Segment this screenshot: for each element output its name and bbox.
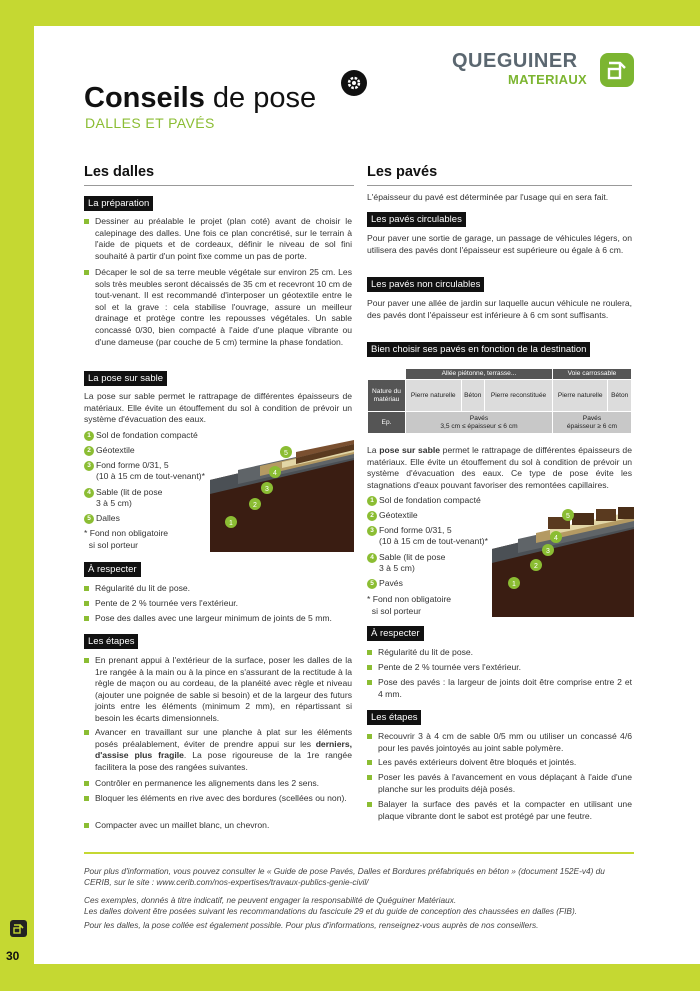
label-etapes: Les étapes — [367, 710, 421, 725]
table-row-header: Nature du matériau — [368, 380, 406, 412]
list-item: Régularité du lit de pose. — [367, 647, 632, 659]
logo-mark-icon — [600, 53, 634, 87]
table-cell: Béton — [461, 380, 485, 412]
list-item: Pente de 2 % tournée vers l'extérieur. — [367, 662, 632, 674]
non-circulables-text: Pour paver une allée de jardin sur laquelle aucun véhicule ne roulera, des pavés dont l'épaisseur est inférieure à 6 cm sont suffisants. — [367, 298, 632, 320]
table-cell: Pierre naturelle — [552, 380, 608, 412]
list-item: Pose des pavés : la largeur de joints doit être comprise entre 2 et 4 mm. — [367, 677, 632, 700]
sable-intro: La pose sur sable permet le rattrapage de différentes épaisseurs de matériaux. Elle évite un étouffement du sol à condition de prévoir un système d'évacuation des eaux. — [84, 391, 352, 425]
table-cell: Pierre reconstituée — [485, 380, 553, 412]
paves-intro: L'épaisseur du pavé est déterminée par l'usage qui en sera fait. — [367, 192, 609, 202]
section-heading-dalles: Les dalles — [84, 164, 155, 180]
divider — [367, 185, 632, 186]
svg-text:4: 4 — [554, 535, 558, 542]
list-item: Dessiner au préalable le projet (plan coté) avant de choisir le calepinage des dalles. Une fois ce plan concrétisé, sur le terrain à l'aide de piquets et de cordeaux, définir le niveau de sol fini souhaité à partir d'un point fixe comme un pas de porte. — [84, 216, 352, 262]
gear-icon — [341, 70, 367, 96]
label-circulables: Les pavés circulables — [367, 212, 466, 227]
list-item: Pose des dalles avec une largeur minimum de joints de 5 mm. — [84, 613, 352, 625]
layer-item: 2 Géotextile — [84, 445, 135, 456]
table-cell: Pavés épaisseur ≥ 6 cm — [552, 412, 631, 434]
svg-text:2: 2 — [253, 502, 257, 509]
layer-item: 1 Sol de fondation compacté — [367, 495, 481, 506]
list-item: Poser les pavés à l'avancement en vous déplaçant à l'aide d'une planche sur les produits déjà posés. — [367, 772, 632, 795]
dalles-layer-illustration — [208, 440, 354, 552]
svg-text:2: 2 — [534, 563, 538, 570]
logo-line2: MATERIAUX — [508, 72, 588, 87]
footer-note: Pour les dalles, la pose collée est également possible. Pour plus d'informations, renseignez-vous auprès de nos conseillers. — [84, 920, 539, 930]
svg-text:3: 3 — [546, 548, 550, 555]
table-group-header: Voie carrossable — [552, 369, 631, 380]
layer-item: 5 Dalles — [84, 513, 120, 524]
svg-text:1: 1 — [229, 520, 233, 527]
list-item: Régularité du lit de pose. — [84, 583, 352, 595]
page-number: 30 — [6, 949, 20, 963]
list-item: Avancer en travaillant sur une planche à plat sur les éléments posés préalablement, éviter de prendre appui sur les derniers, d'assise plus fragile. La pose rigoureuse de la 1re rangée facilitera la pose des rangées suivantes. — [84, 727, 352, 773]
svg-text:4: 4 — [273, 470, 277, 477]
table-cell: Pavés 3,5 cm ≤ épaisseur ≤ 6 cm — [406, 412, 553, 434]
list-item: Balayer la surface des pavés et la compacter en utilisant une plaque vibrante dont le sabot est protégé par une feutre. — [367, 799, 632, 822]
table-cell: Pierre naturelle — [406, 380, 462, 412]
svg-text:5: 5 — [566, 513, 570, 520]
footer-strip — [0, 964, 700, 991]
label-pose-sable: La pose sur sable — [84, 371, 167, 386]
brand-mark-icon — [10, 920, 27, 937]
logo-line1: QUEGUINER — [452, 50, 578, 72]
list-item: En prenant appui à l'extérieur de la surface, poser les dalles de la 1re rangée à la main ou à la pince en s'assurant de la rectitude à la règle de maçon ou au cordeau, de la planéité avec règle et niveau (ajouter une poignée de sable si besoin) et de la largeur des futurs joints entre les éléments (minimum 2 mm), en répartissant si besoin les écarts dimensionnels. — [84, 655, 352, 725]
list-item: Les pavés extérieurs doivent être bloqués et jointés. — [367, 757, 632, 769]
table-row-header: Ep. — [368, 412, 406, 434]
footer-separator — [84, 852, 634, 854]
svg-text:3: 3 — [265, 486, 269, 493]
list-item: Recouvrir 3 à 4 cm de sable 0/5 mm ou utiliser un concassé 4/6 pour les pavés jointoyés au joint sable polymère. — [367, 731, 632, 754]
label-preparation: La préparation — [84, 196, 153, 211]
label-respecter: À respecter — [367, 626, 424, 641]
layer-item: 5 Pavés — [367, 578, 403, 589]
svg-text:1: 1 — [512, 581, 516, 588]
circulables-text: Pour paver une sortie de garage, un passage de véhicules légers, on utilisera des pavés dont l'épaisseur est supérieure ou égale à 6 cm. — [367, 233, 632, 255]
list-item: Compacter avec un maillet blanc, un chevron. — [84, 820, 352, 832]
brand-logo — [452, 50, 636, 92]
layer-item: 3 Fond forme 0/31, 5 (10 à 15 cm de tout-venant)* — [84, 460, 205, 481]
layer-item: 4 Sable (lit de pose 3 à 5 cm) — [367, 552, 445, 573]
page-subtitle: DALLES ET PAVÉS — [85, 115, 215, 131]
footer-note: Ces exemples, donnés à titre indicatif, ne peuvent engager la responsabilité de Quéguiner Matériaux. Les dalles doivent être posées suivant les recommandations du fascicule 29 et du guide de conception des chaussées en dalles (FIB). — [84, 895, 578, 917]
list-item: Décaper le sol de sa terre meuble végétale sur environ 25 cm. Les sols très meubles seront décaissés de 35 cm et recevront 10 cm de tout-venant. Il est recommandé d'interposer un géotextile entre le sol et la grave : cela stabilise l'ouvrage, assure un meilleur drainage et protège contre les repousses végétales. Un sable concassé 0/30, bien compacté à l'aide d'une plaque vibrante ou d'une dameuse (par couche de 5 cm) termine la phase fondation. — [84, 267, 352, 348]
label-respecter: À respecter — [84, 562, 141, 577]
layer-item: 3 Fond forme 0/31, 5 (10 à 15 cm de tout-venant)* — [367, 525, 488, 546]
page-title: Conseils de pose — [84, 82, 317, 114]
paves-layer-illustration — [490, 505, 634, 617]
layer-item: 2 Géotextile — [367, 510, 418, 521]
table-group-header: Allée piétonne, terrasse... — [406, 369, 553, 380]
table-cell: Béton — [608, 380, 632, 412]
paves-sable-text: La pose sur sable permet le rattrapage de différentes épaisseurs de matériaux. Elle évite un étouffement du sol à condition de prévoir un système d'évacuation des eaux. Ce type de pose évite les stagnations d'eaux pouvant favoriser des remontées capillaires. — [367, 445, 632, 490]
svg-text:5: 5 — [284, 450, 288, 457]
layers-note: * Fond non obligatoire si sol porteur — [367, 594, 452, 616]
label-non-circulables: Les pavés non circulables — [367, 277, 484, 292]
layer-item: 1 Sol de fondation compacté — [84, 430, 198, 441]
footer-note: Pour plus d'information, vous pouvez consulter le « Guide de pose Pavés, Dalles et Bordures préfabriqués en béton » (document 152E-v4) du CERIB, sur le site : www.cerib.com/nos-expertises/travaux-publics-genie-civil/ — [84, 866, 605, 888]
paves-table — [367, 368, 632, 434]
section-heading-paves: Les pavés — [367, 164, 438, 180]
layer-item: 4 Sable (lit de pose 3 à 5 cm) — [84, 487, 162, 508]
label-bien-choisir: Bien choisir ses pavés en fonction de la destination — [367, 342, 590, 357]
label-etapes: Les étapes — [84, 634, 138, 649]
layers-note: * Fond non obligatoire si sol porteur — [84, 528, 169, 550]
divider — [84, 185, 354, 186]
list-item: Pente de 2 % tournée vers l'extérieur. — [84, 598, 352, 610]
list-item: Bloquer les éléments en rive avec des bordures (scellées ou non). — [84, 793, 352, 805]
list-item: Contrôler en permanence les alignements dans les 2 sens. — [84, 778, 352, 790]
